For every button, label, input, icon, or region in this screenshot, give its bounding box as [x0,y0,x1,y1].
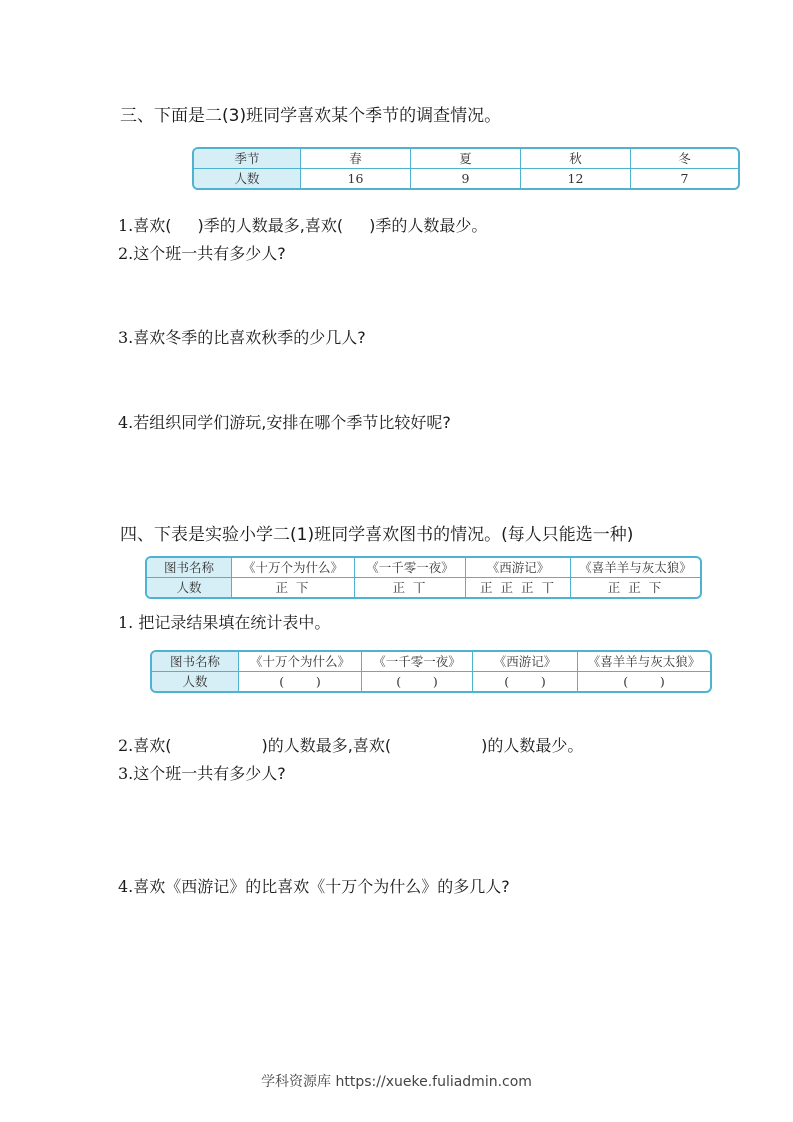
count-cell: 16 [301,169,411,188]
table-row [194,149,738,169]
book-name-cell: 《一千零一夜》 [355,558,466,578]
count-answer-blank[interactable]: ( ) [473,672,578,691]
season-table [192,147,740,190]
table-row [152,652,710,672]
season-cell: 秋 [521,149,631,169]
section4-question-4: 4.喜欢《西游记》的比喜欢《十万个为什么》的多几人? [118,877,510,896]
table-row [152,672,710,691]
tally-cell: 正 正 正 丅 [466,578,571,597]
table-row-header: 人数 [152,672,239,691]
table-row [194,169,738,188]
section4-heading: 四、下表是实验小学二(1)班同学喜欢图书的情况。(每人只能选一种) [120,525,634,545]
count-cell: 12 [521,169,631,188]
table-row-header: 季节 [194,149,301,169]
book-name-cell: 《西游记》 [466,558,571,578]
book-name-cell: 《西游记》 [473,652,578,672]
section3-question-1: 1.喜欢( )季的人数最多,喜欢( )季的人数最少。 [118,216,488,235]
section3-heading: 三、下面是二(3)班同学喜欢某个季节的调查情况。 [120,106,502,126]
book-tally-table [145,556,702,599]
section3-question-4: 4.若组织同学们游玩,安排在哪个季节比较好呢? [118,413,451,432]
section4-question-2: 2.喜欢( )的人数最多,喜欢( )的人数最少。 [118,736,584,755]
tally-cell: 正 下 [232,578,355,597]
count-cell: 9 [411,169,521,188]
count-cell: 7 [680,171,689,186]
tally-cell: 正 丅 [355,578,466,597]
season-cell: 春 [301,149,411,169]
count-answer-blank[interactable]: ( ) [623,674,665,689]
table-row-header: 人数 [194,169,301,188]
season-cell: 冬 [631,149,738,169]
section3-question-2: 2.这个班一共有多少人? [118,244,286,263]
table-row-header: 图书名称 [147,558,232,578]
book-name-cell: 《喜羊羊与灰太狼》 [571,558,700,578]
book-name-cell: 《十万个为什么》 [239,652,362,672]
section4-question-1: 1. 把记录结果填在统计表中。 [118,613,331,632]
book-name-cell: 《一千零一夜》 [362,652,473,672]
table-row [147,578,700,597]
book-stat-table [150,650,712,693]
footer-watermark: 学科资源库 https://xueke.fuliadmin.com [261,1074,532,1090]
table-row [147,558,700,578]
section4-question-3: 3.这个班一共有多少人? [118,764,286,783]
tally-cell: 正 正 下 [607,580,664,595]
table-row-header: 图书名称 [152,652,239,672]
book-name-cell: 《喜羊羊与灰太狼》 [578,652,710,672]
book-name-cell: 《十万个为什么》 [232,558,355,578]
count-answer-blank[interactable]: ( ) [239,672,362,691]
section3-question-3: 3.喜欢冬季的比喜欢秋季的少几人? [118,328,366,347]
count-answer-blank[interactable]: ( ) [362,672,473,691]
season-cell: 夏 [411,149,521,169]
table-row-header: 人数 [147,578,232,597]
